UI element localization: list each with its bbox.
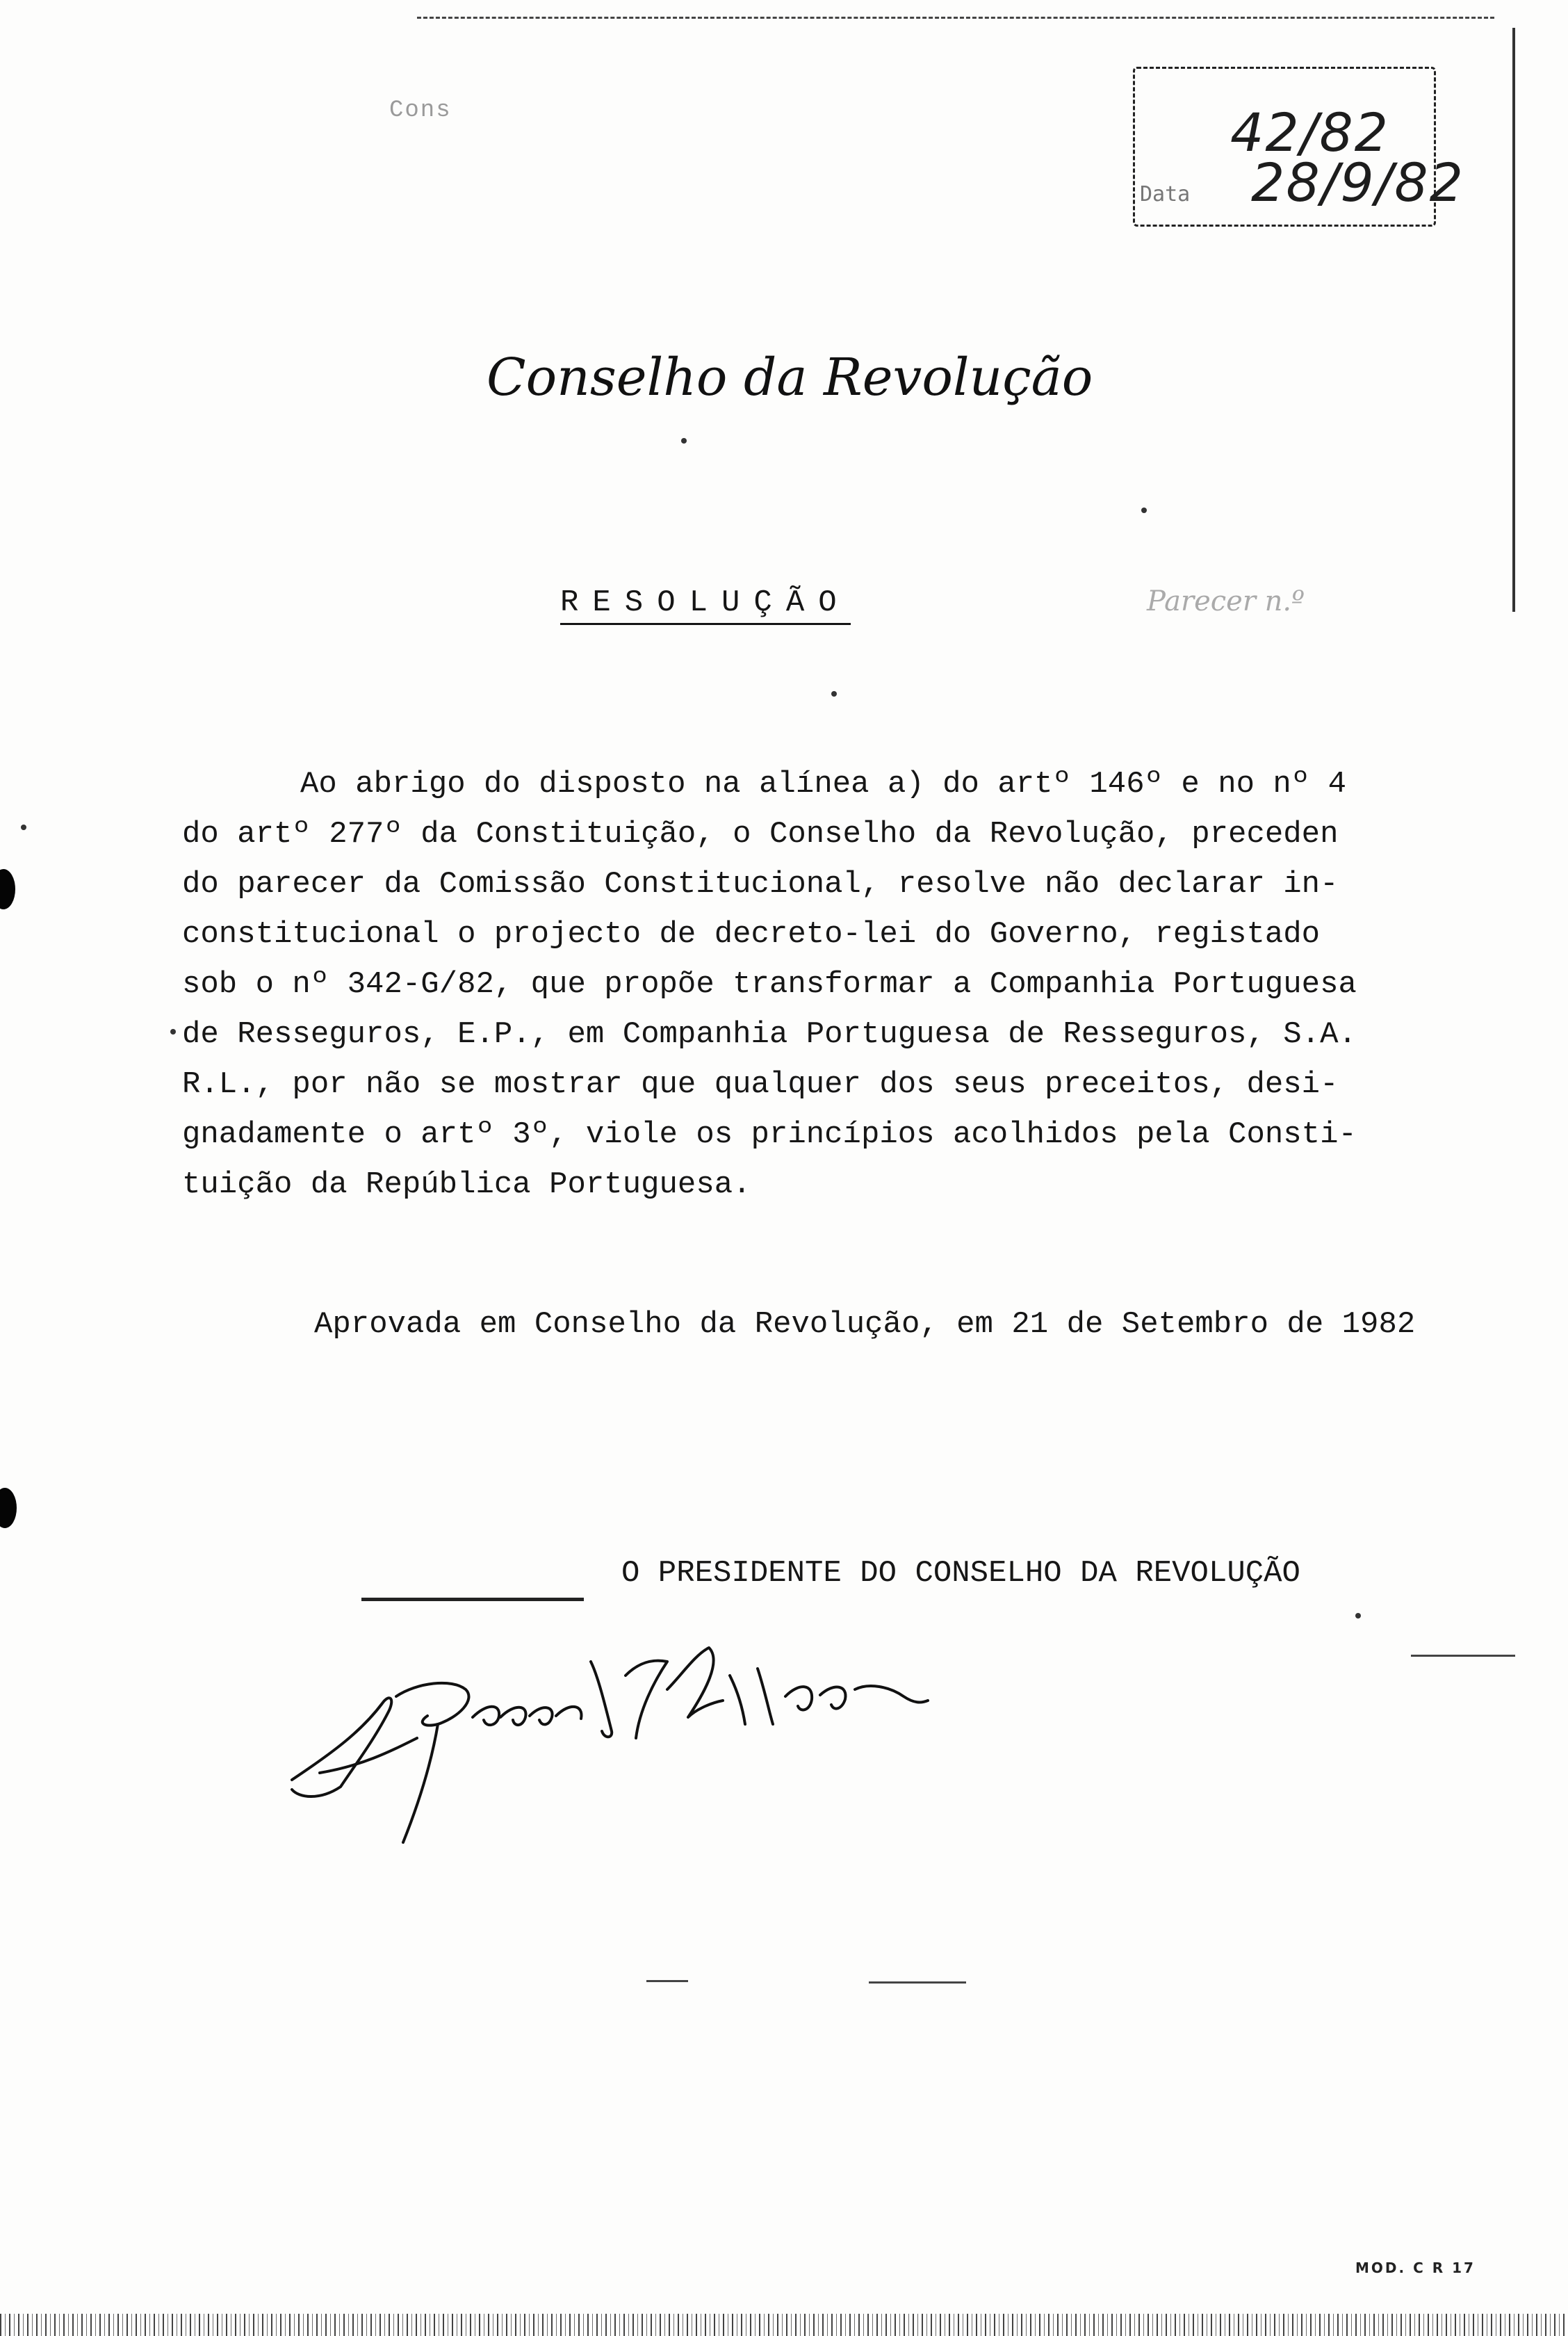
punch-hole <box>0 1488 17 1528</box>
decorative-rule <box>869 1981 966 1984</box>
approval-line: Aprovada em Conselho da Revolução, em 21 de Setembro de 1982 <box>314 1307 1416 1342</box>
punch-hole <box>0 869 15 909</box>
scan-top-edge <box>417 17 1494 19</box>
body-line: do artº 277º da Constituição, o Conselho da Revolução, preceden <box>182 817 1339 852</box>
reference-date: 28/9/82 <box>1251 152 1464 213</box>
body-line: do parecer da Comissão Constitucional, resolve não declarar in- <box>182 867 1339 902</box>
scan-bottom-edge <box>0 2314 1568 2336</box>
margin-note: Parecer n.º <box>1147 585 1305 617</box>
body-line: Ao abrigo do disposto na alínea a) do artº 146º e no nº 4 <box>300 767 1347 802</box>
reference-prefix: Data <box>1140 182 1191 206</box>
document-title: RESOLUÇÃO <box>560 585 851 625</box>
body-line: constitucional o projecto de decreto-lei do Governo, registado <box>182 917 1321 952</box>
decorative-rule <box>646 1980 688 1982</box>
reference-number: 42/82 <box>1230 102 1390 163</box>
handwritten-signature <box>278 1634 1182 1870</box>
letterhead: Conselho da Revolução <box>487 348 1093 407</box>
body-line: R.L., por não se mostrar que qualquer dos seus preceitos, desi- <box>182 1067 1339 1102</box>
body-line: tuição da República Portuguesa. <box>182 1167 751 1202</box>
decorative-rule <box>1411 1655 1515 1657</box>
body-line: gnadamente o artº 3º, viole os princípios acolhidos pela Consti- <box>182 1117 1357 1152</box>
form-code: MOD. C R 17 <box>1355 2260 1476 2276</box>
body-line: sob o nº 342-G/82, que propõe transformar a Companhia Portuguesa <box>182 967 1357 1002</box>
signatory-title: O PRESIDENTE DO CONSELHO DA REVOLUÇÃO <box>621 1556 1300 1591</box>
signature-rule <box>361 1598 584 1601</box>
scan-right-edge <box>1512 28 1515 612</box>
body-line: de Resseguros, E.P., em Companhia Portuguesa de Resseguros, S.A. <box>182 1017 1357 1052</box>
resolution-body <box>182 759 1475 1210</box>
faint-header-text: Cons <box>389 97 452 124</box>
